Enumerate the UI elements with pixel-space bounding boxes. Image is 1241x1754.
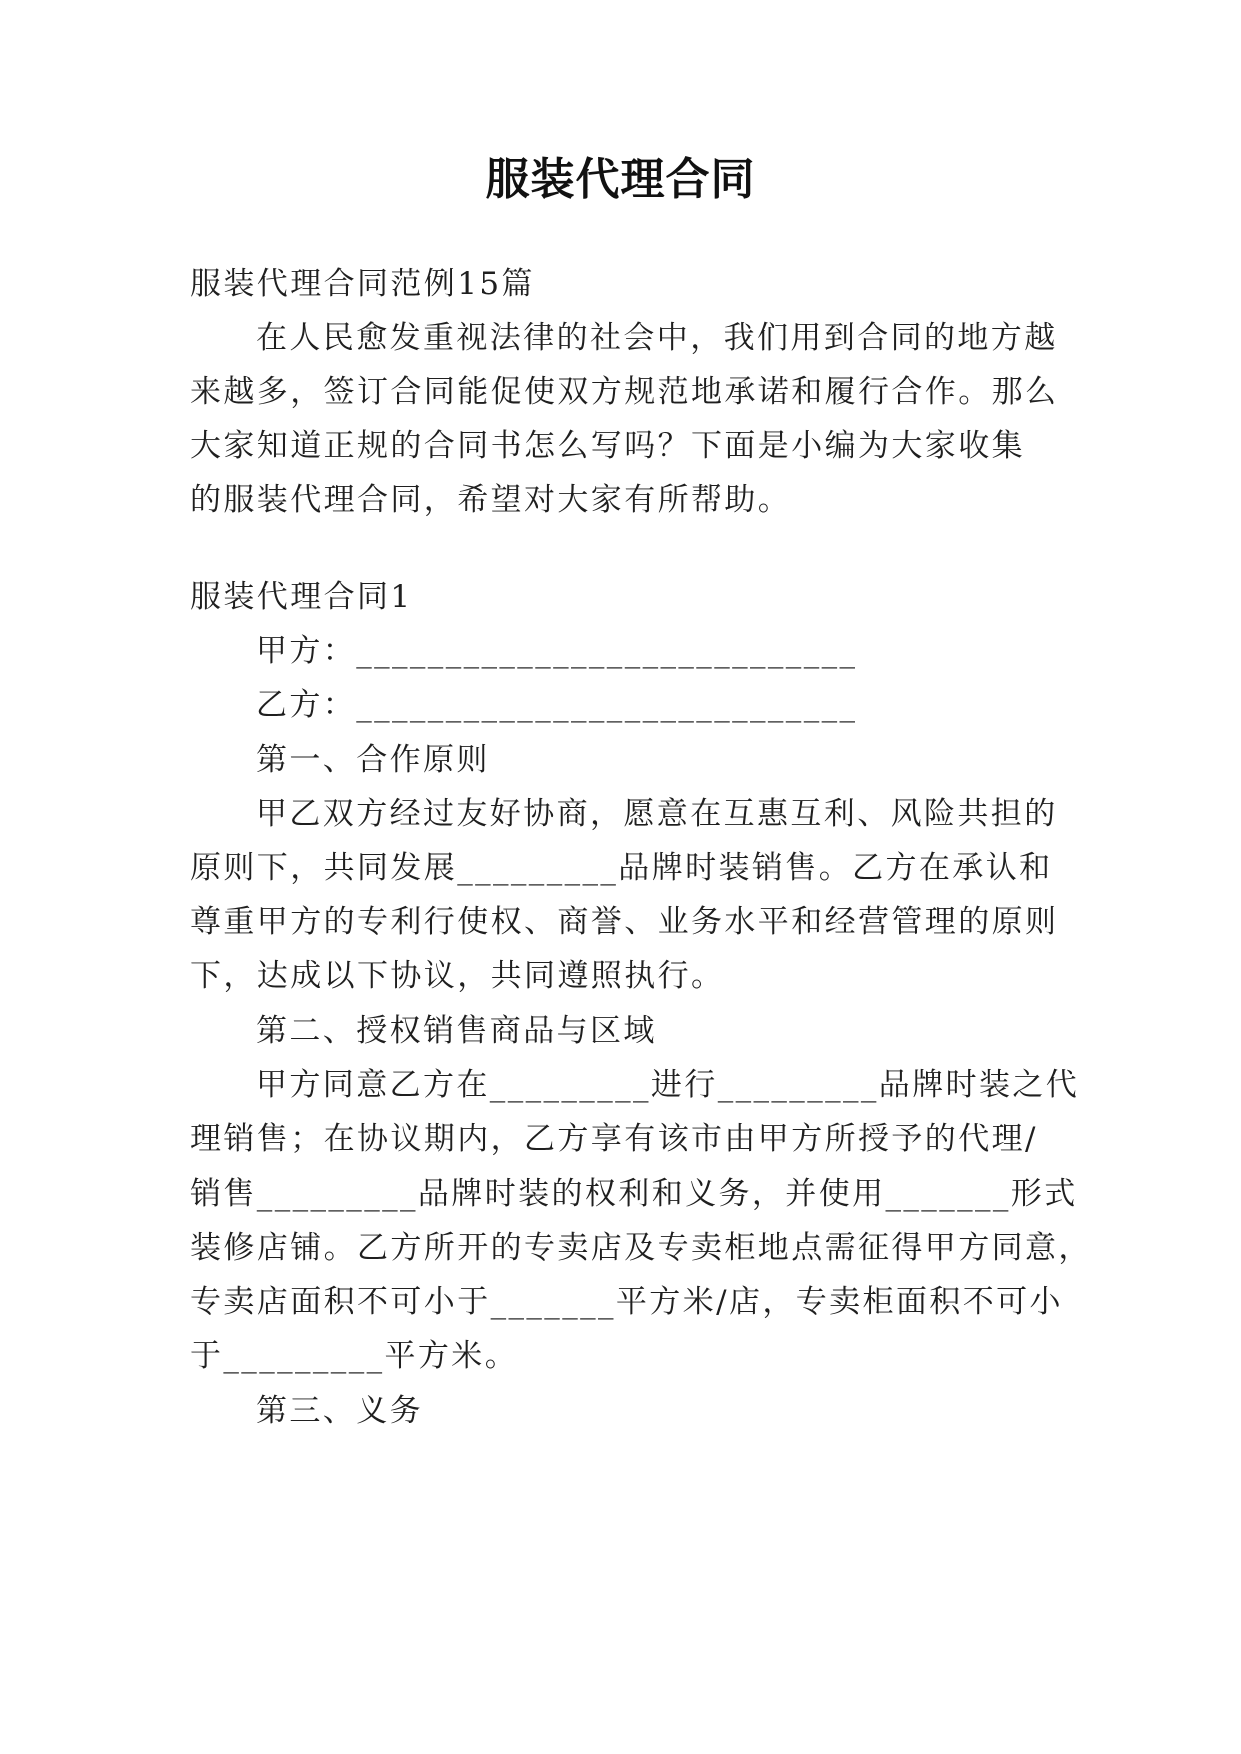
document-subtitle: 服装代理合同范例15篇 bbox=[190, 266, 535, 302]
document-title: 服装代理合同 bbox=[485, 154, 756, 205]
section-line: 甲方同意乙方在_________进行_________品牌时装之代 bbox=[256, 1067, 1080, 1103]
section-line: 装修店铺。乙方所开的专卖店及专卖柜地点需征得甲方同意， bbox=[190, 1230, 1092, 1266]
section-heading: 第二、授权销售商品与区域 bbox=[256, 1013, 657, 1049]
section-line: 原则下，共同发展_________品牌时装销售。乙方在承认和 bbox=[190, 850, 1053, 886]
party-a-line: 甲方：____________________________ bbox=[256, 633, 858, 669]
contract-heading: 服装代理合同1 bbox=[190, 579, 413, 615]
section-heading: 第一、合作原则 bbox=[256, 742, 490, 778]
section-line: 销售_________品牌时装的权利和义务，并使用_______形式 bbox=[190, 1176, 1078, 1212]
intro-line: 大家知道正规的合同书怎么写吗？下面是小编为大家收集 bbox=[190, 428, 1025, 464]
intro-line: 来越多，签订合同能促使双方规范地承诺和履行合作。那么 bbox=[190, 374, 1059, 410]
section-line: 下，达成以下协议，共同遵照执行。 bbox=[190, 958, 725, 994]
party-b-line: 乙方：____________________________ bbox=[256, 687, 858, 723]
intro-line: 在人民愈发重视法律的社会中，我们用到合同的地方越 bbox=[256, 320, 1058, 356]
section-line: 专卖店面积不可小于_______平方米/店，专卖柜面积不可小 bbox=[190, 1284, 1063, 1320]
section-line: 于_________平方米。 bbox=[190, 1338, 519, 1374]
section-heading: 第三、义务 bbox=[256, 1393, 423, 1429]
section-line: 甲乙双方经过友好协商，愿意在互惠互利、风险共担的 bbox=[256, 796, 1058, 832]
section-line: 尊重甲方的专利行使权、商誉、业务水平和经营管理的原则 bbox=[190, 904, 1059, 940]
section-line: 理销售；在协议期内，乙方享有该市由甲方所授予的代理/ bbox=[190, 1121, 1038, 1157]
intro-line: 的服装代理合同，希望对大家有所帮助。 bbox=[190, 482, 792, 518]
